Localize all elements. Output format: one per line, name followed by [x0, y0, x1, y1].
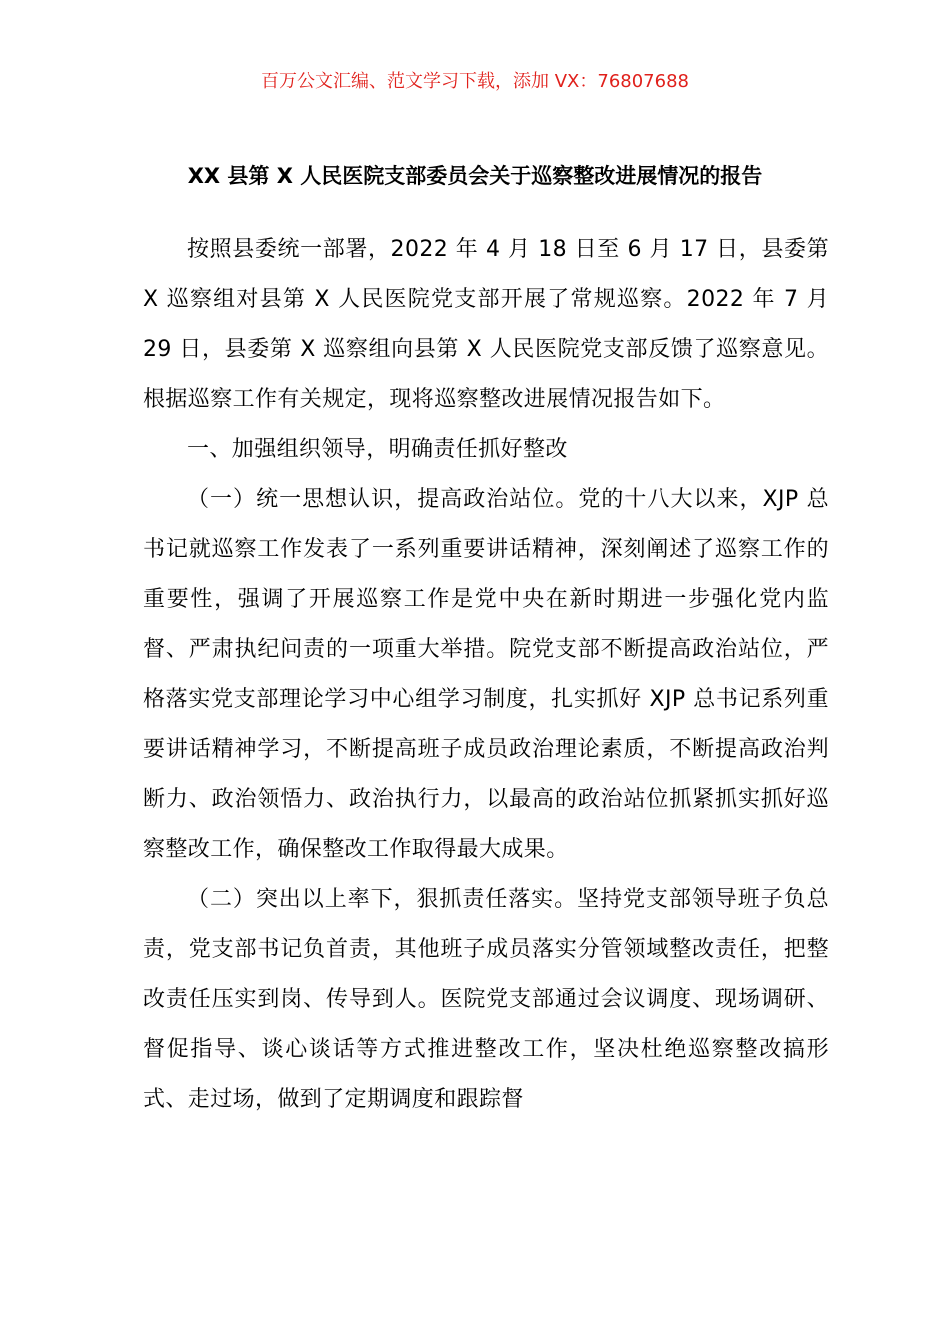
document-body	[143, 225, 829, 1125]
paragraph-intro: 按照县委统一部署，2022 年 4 月 18 日至 6 月 17 日，县委第 X 巡察组对县第 X 人民医院党支部开展了常规巡察。2022 年 7 月 29 日，县委第 X 巡察组向县第 X 人民医院党支部反馈了巡察意见。根据巡察工作有关规定，现将巡察整改进展情况报告如下。	[143, 237, 829, 412]
document-title: XX 县第 X 人民医院支部委员会关于巡察整改进展情况的报告	[187, 164, 763, 188]
header-banner: 百万公文汇编、范文学习下载，添加 VX：76807688	[261, 71, 689, 92]
paragraph-subsection-2: （二）突出以上率下，狠抓责任落实。坚持党支部领导班子负总责，党支部书记负首责，其他班子成员落实分管领域整改责任，把整改责任压实到岗、传导到人。医院党支部通过会议调度、现场调研、督促指导、谈心谈话等方式推进整改工作，坚决杜绝巡察整改搞形式、走过场，做到了定期调度和跟踪督	[143, 887, 829, 1112]
section-heading-1: 一、加强组织领导，明确责任抓好整改	[187, 437, 568, 462]
paragraph-subsection-1: （一）统一思想认识，提高政治站位。党的十八大以来，XJP 总书记就巡察工作发表了一系列重要讲话精神，深刻阐述了巡察工作的重要性，强调了开展巡察工作是党中央在新时期进一步强化党内监督、严肃执纪问责的一项重大举措。院党支部不断提高政治站位，严格落实党支部理论学习中心组学习制度，扎实抓好 XJP 总书记系列重要讲话精神学习，不断提高班子成员政治理论素质，不断提高政治判断力、政治领悟力、政治执行力，以最高的政治站位抓紧抓实抓好巡察整改工作，确保整改工作取得最大成果。	[143, 487, 829, 862]
